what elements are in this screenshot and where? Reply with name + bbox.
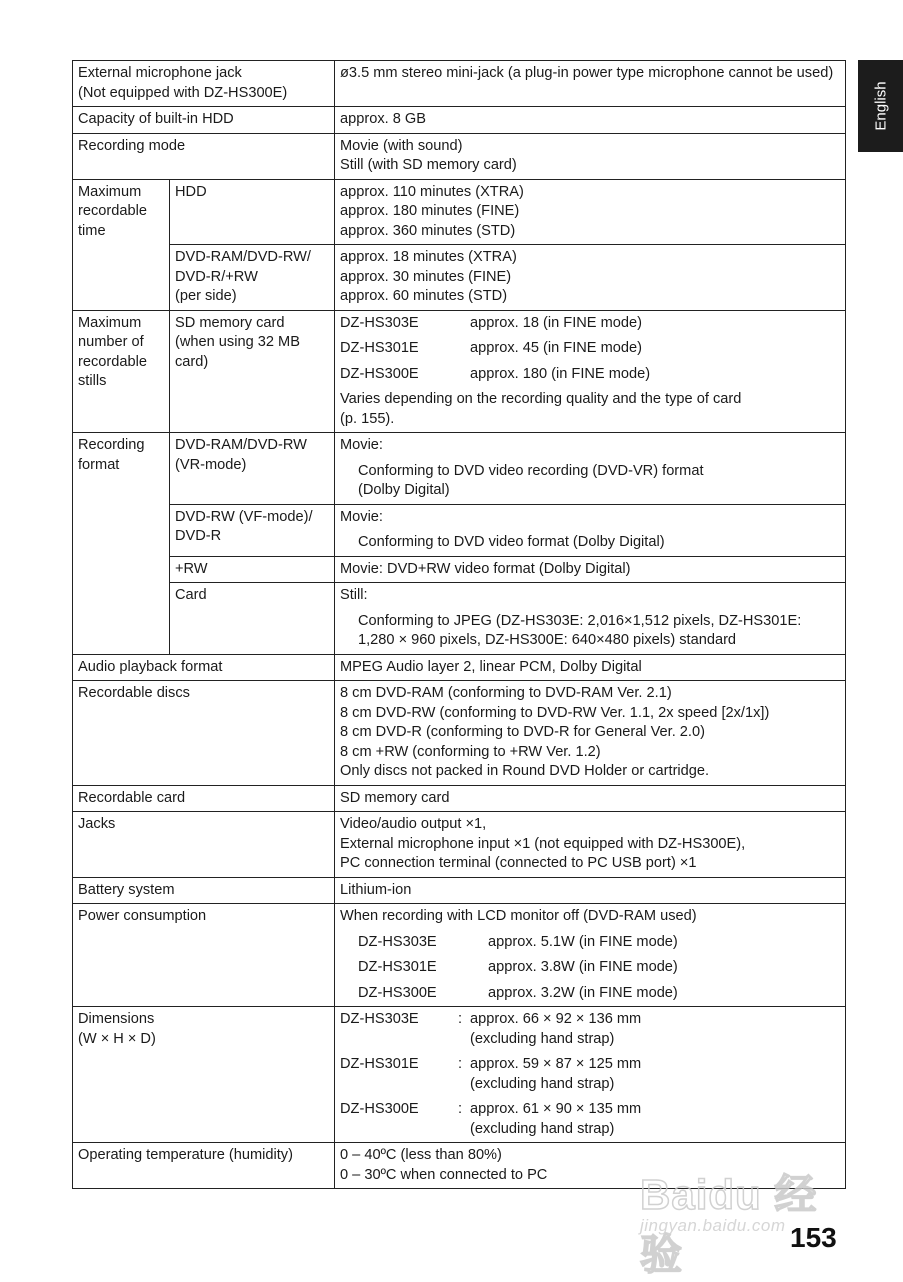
sub-label: DVD-RAM/DVD-RW/ DVD-R/+RW (per side)	[170, 245, 335, 311]
table-row	[73, 877, 846, 904]
row-value: Video/audio output ×1, External microphone input ×1 (not equipped with DZ-HS300E), PC connection terminal (connected to PC USB port) ×1	[335, 812, 846, 878]
row-value: Movie (with sound) Still (with SD memory card)	[335, 133, 846, 179]
table-row	[73, 785, 846, 812]
model-value-pair: DZ-HS300E approx. 180 (in FINE mode)	[340, 365, 651, 382]
row-value: Movie: Conforming to DVD video recording (DVD-VR) format (Dolby Digital)	[335, 433, 846, 505]
table-row	[73, 504, 846, 556]
table-row	[73, 245, 846, 311]
row-value: DZ-HS303E approx. 18 (in FINE mode) DZ-HS301E approx. 45 (in FINE mode) DZ-HS300E approx. 180 (in FINE mode) Varies depending on the recording quality and the type of card (p. 155).	[335, 310, 846, 433]
row-label: Audio playback format	[73, 654, 335, 681]
row-label: Power consumption	[73, 904, 335, 1007]
table-row	[73, 179, 846, 245]
row-label: Capacity of built-in HDD	[73, 107, 335, 134]
model-value-pair: DZ-HS301E approx. 45 (in FINE mode)	[340, 340, 642, 356]
page-number: 153	[790, 1222, 837, 1253]
row-value: SD memory card	[335, 785, 846, 812]
row-value: Lithium-ion	[335, 877, 846, 904]
row-label: Recordable discs	[73, 681, 335, 786]
row-label: Dimensions (W × H × D)	[73, 1007, 335, 1143]
table-row	[73, 133, 846, 179]
row-label: Recording mode	[73, 133, 335, 179]
row-value: 0 – 40ºC (less than 80%) 0 – 30ºC when connected to PC	[335, 1143, 846, 1189]
row-label: Recordable card	[73, 785, 335, 812]
table-row	[73, 904, 846, 1007]
row-value: Still: Conforming to JPEG (DZ-HS303E: 2,016×1,512 pixels, DZ-HS301E: 1,280 × 960 pixels, DZ-HS300E: 640×480 pixels) standard	[335, 583, 846, 655]
sub-label: SD memory card (when using 32 MB card)	[170, 310, 335, 433]
table-row	[73, 1007, 846, 1143]
specifications-table	[72, 60, 846, 1189]
table-row	[73, 310, 846, 433]
row-value: When recording with LCD monitor off (DVD-RAM used) DZ-HS303E approx. 5.1W (in FINE mode) DZ-HS301E approx. 3.8W (in FINE mode) DZ-HS300E approx. 3.2W (in FINE mode)	[335, 904, 846, 1007]
row-value	[335, 1007, 846, 1143]
table-row	[73, 583, 846, 655]
table-row	[73, 61, 846, 107]
row-label: Maximum recordable time	[73, 179, 170, 310]
row-value: Movie: DVD+RW video format (Dolby Digital)	[335, 556, 846, 583]
sub-label: HDD	[170, 179, 335, 245]
model-value-pair: DZ-HS301E approx. 3.8W (in FINE mode)	[358, 959, 678, 975]
row-value: 8 cm DVD-RAM (conforming to DVD-RAM Ver. 2.1) 8 cm DVD-RW (conforming to DVD-RW Ver. 1.1, 2x speed [2x/1x]) 8 cm DVD-R (conforming to DVD-R for General Ver. 2.0) 8 cm +RW (conforming to +RW Ver. 1.2) Only discs not packed in Round DVD Holder or cartridge.	[335, 681, 846, 786]
language-tab-label: English	[872, 81, 889, 131]
watermark-url: jingyan.baidu.com	[640, 1216, 786, 1235]
row-label: Maximum number of recordable stills	[73, 310, 170, 433]
row-value: approx. 110 minutes (XTRA) approx. 180 minutes (FINE) approx. 360 minutes (STD)	[335, 179, 846, 245]
row-value: ø3.5 mm stereo mini-jack (a plug-in power type microphone cannot be used)	[335, 61, 846, 107]
row-label: Jacks	[73, 812, 335, 878]
table-row	[73, 654, 846, 681]
row-value: approx. 18 minutes (XTRA) approx. 30 minutes (FINE) approx. 60 minutes (STD)	[335, 245, 846, 311]
language-tab	[858, 60, 903, 152]
table-row	[73, 681, 846, 786]
dimension-entry: DZ-HS301E : approx. 59 × 87 × 125 mm (excluding hand strap)	[340, 1056, 642, 1092]
dimension-entry: DZ-HS300E : approx. 61 × 90 × 135 mm (excluding hand strap)	[340, 1101, 642, 1137]
row-value: approx. 8 GB	[335, 107, 846, 134]
sub-label: Card	[170, 583, 335, 655]
row-value: MPEG Audio layer 2, linear PCM, Dolby Digital	[335, 654, 846, 681]
sub-label: +RW	[170, 556, 335, 583]
table-row	[73, 107, 846, 134]
model-value-pair: DZ-HS303E approx. 18 (in FINE mode)	[340, 314, 642, 331]
row-label: Battery system	[73, 877, 335, 904]
row-label: Recording format	[73, 433, 170, 655]
sub-label: DVD-RAM/DVD-RW (VR-mode)	[170, 433, 335, 505]
row-label: External microphone jack (Not equipped with DZ-HS300E)	[73, 61, 335, 107]
row-label: Operating temperature (humidity)	[73, 1143, 335, 1189]
watermark-logo: Baidu 经验	[640, 1171, 818, 1278]
row-value: Movie: Conforming to DVD video format (Dolby Digital)	[335, 504, 846, 556]
table-row	[73, 556, 846, 583]
dimension-entry: DZ-HS303E : approx. 66 × 92 × 136 mm (excluding hand strap)	[340, 1011, 642, 1047]
model-value-pair: DZ-HS300E approx. 3.2W (in FINE mode)	[358, 984, 678, 1001]
table-row	[73, 812, 846, 878]
sub-label: DVD-RW (VF-mode)/ DVD-R	[170, 504, 335, 556]
model-value-pair: DZ-HS303E approx. 5.1W (in FINE mode)	[358, 933, 678, 950]
table-row	[73, 433, 846, 505]
